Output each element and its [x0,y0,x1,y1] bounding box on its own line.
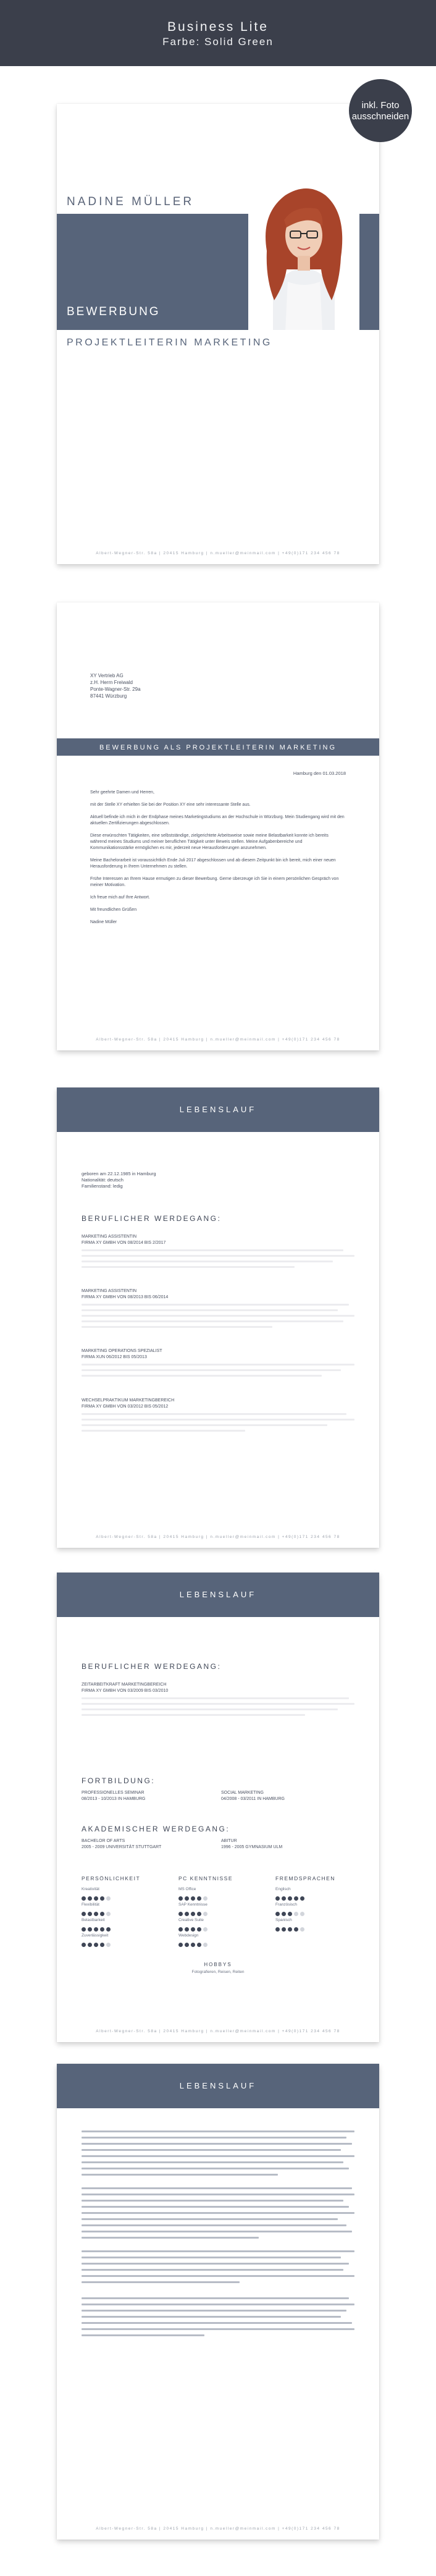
rating-dot-filled [197,1927,201,1932]
cover-letter-page [57,602,379,1050]
skill-heading: FREMDSPRACHEN [275,1875,335,1881]
rating-dot-filled [191,1927,195,1932]
applicant-name: NADINE MÜLLER [67,195,195,208]
job-description [82,1413,354,1432]
fortbildung-date: 08/2013 - 10/2013 IN HAMBURG [82,1797,146,1801]
skill-label: Zuverlässigkeit [82,1933,109,1938]
skill-label: Kreativität [82,1887,99,1891]
rating-dot-empty [106,1943,111,1947]
job-title: MARKETING ASSISTENTIN [82,1235,137,1239]
rating-dot-empty [203,1943,208,1947]
rating-dot-filled [294,1927,298,1932]
rating-dot-filled [100,1912,104,1916]
job-company: FIRMA XY GMBH VON 08/2013 BIS 06/2014 [82,1295,169,1299]
job-company: FIRMA XY GMBH VON 03/2012 BIS 05/2012 [82,1404,169,1409]
rating-dot-filled [82,1912,86,1916]
rating-dot-filled [100,1896,104,1901]
hobbies [57,1962,379,1974]
rating-dot-filled [178,1927,183,1932]
rating-dot-filled [178,1943,183,1947]
job-entry [82,1348,354,1380]
letter-body [90,790,346,932]
rating-dot-filled [300,1896,304,1901]
skill-rating [178,1893,265,1898]
skill-label: Französisch [275,1902,298,1907]
rating-dot-filled [191,1943,195,1947]
rating-dot-filled [94,1927,98,1932]
job-title: WECHSELPRAKTIKUM MARKETINGBEREICH [82,1398,175,1403]
address-line: z.H. Herrn Freiwald [90,680,133,685]
section-title: BERUFLICHER WERDEGANG: [82,1214,222,1223]
job-company: FIRMA XY GMBH VON 03/2009 BIS 03/2010 [82,1689,169,1693]
skill-row [178,1902,265,1917]
cv-header [57,2064,379,2108]
skill-row [82,1917,168,1933]
rating-dot-filled [185,1912,189,1916]
cv-header [57,1087,379,1132]
job-entry [82,1288,354,1332]
text-block [82,2187,354,2243]
rating-dot-filled [106,1927,111,1932]
cover-bewerbung: BEWERBUNG [67,305,161,318]
rating-dot-filled [178,1912,183,1916]
text-block [82,2297,354,2341]
skills-grid [82,1875,354,1949]
cv-header-title: LEBENSLAUF [179,2081,257,2090]
rating-dot-filled [185,1943,189,1947]
skill-row [82,1933,168,1948]
skill-row [275,1902,362,1917]
fortbildung-date: 04/2008 - 03/2011 IN HAMBURG [221,1797,285,1801]
job-title: MARKETING ASSISTENTIN [82,1289,137,1293]
letter-title: BEWERBUNG ALS PROJEKTLEITERIN MARKETING [99,744,337,751]
page-footer: Albert-Wegner-Str. 58a | 20415 Hamburg | n.mueller@meinmail.com | +49(0)171 234 456 78 [96,551,340,555]
skill-rating [178,1908,265,1914]
address-line: Ponte-Wagner-Str. 29a [90,686,141,692]
letter-paragraph: Mit freundlichen Grüßen [90,908,137,912]
fortbildung-name: SOCIAL MARKETING [221,1791,264,1795]
akademisch-entry [221,1838,282,1851]
rating-dot-filled [197,1912,201,1916]
skill-label: Englisch [275,1887,291,1891]
letter-paragraph: Frühe Interessen an Ihrem Hause ermutigen zu dieser Bewerbung. Gerne überzeuge ich Sie in einem persönlichen Gespräch von meiner Motivation. [90,877,339,887]
job-entry [82,1682,354,1720]
cv-header [57,1573,379,1617]
skill-rating [82,1908,168,1914]
skill-row [275,1917,362,1933]
degree-date: 1996 - 2005 GYMNASIUM ULM [221,1845,283,1849]
rating-dot-filled [197,1896,201,1901]
fortbildung-name: PROFESSIONELLES SEMINAR [82,1791,145,1795]
job-company: FIRMA XUN 06/2012 BIS 05/2013 [82,1355,147,1359]
letter-paragraph: Sehr geehrte Damen und Herren, [90,790,154,795]
letter-paragraph: mit der Stelle XY erhielten Sie bei der Position XY eine sehr interessante Stelle aus. [90,803,251,807]
skill-rating [275,1924,362,1929]
rating-dot-empty [203,1896,208,1901]
degree-date: 2005 - 2009 UNIVERSITÄT STUTTGART [82,1845,162,1849]
skill-column [178,1875,265,1948]
rating-dot-filled [82,1927,86,1932]
rating-dot-filled [294,1896,298,1901]
rating-dot-filled [191,1896,195,1901]
cv-page-3 [57,2064,379,2540]
degree-name: ABITUR [221,1839,237,1843]
address-line: XY Vertrieb AG [90,673,124,678]
cv-page-2 [57,1573,379,2042]
cv-header-title: LEBENSLAUF [179,1105,257,1114]
rating-dot-filled [88,1927,92,1932]
skill-rating [82,1924,168,1929]
skill-rating [178,1924,265,1929]
rating-dot-filled [82,1896,86,1901]
rating-dot-empty [294,1912,298,1916]
rating-dot-filled [94,1912,98,1916]
page-footer: Albert-Wegner-Str. 58a | 20415 Hamburg | n.mueller@meinmail.com | +49(0)171 234 456 78 [96,1037,340,1042]
letter-paragraph: Ich freue mich auf Ihre Antwort. [90,895,150,900]
skill-rating [275,1908,362,1914]
skill-label: Spanisch [275,1918,292,1922]
personal-line: geboren am 22.12.1985 in Hamburg [82,1171,156,1176]
badge-line-2: ausschneiden [351,111,409,122]
skill-heading: PERSÖNLICHKEIT [82,1875,141,1881]
skill-label: Creative Suite [178,1918,204,1922]
address-line: 87441 Würzburg [90,693,127,699]
rating-dot-filled [82,1943,86,1947]
skill-label: Webdesign [178,1933,199,1938]
applicant-photo [248,177,359,330]
rating-dot-filled [275,1912,280,1916]
job-title: MARKETING OPERATIONS SPEZIALIST [82,1349,162,1353]
rating-dot-filled [197,1943,201,1947]
text-block [82,2130,354,2180]
job-company: FIRMA XY GMBH VON 08/2014 BIS 2/2017 [82,1241,166,1245]
cover-page [57,104,379,564]
job-description [82,1364,354,1377]
rating-dot-filled [88,1943,92,1947]
product-title: Business Lite [167,20,269,34]
product-color: Farbe: Solid Green [162,36,274,48]
rating-dot-filled [185,1896,189,1901]
job-description [82,1304,354,1328]
cv-header-title: LEBENSLAUF [179,1590,257,1599]
skill-row [178,1933,265,1948]
rating-dot-filled [288,1896,292,1901]
skill-label: SAP Kenntnisse [178,1902,208,1907]
job-description [82,1697,354,1716]
rating-dot-filled [282,1896,286,1901]
degree-name: BACHELOR OF ARTS [82,1839,125,1843]
skill-row [178,1886,265,1902]
rating-dot-filled [94,1896,98,1901]
rating-dot-filled [100,1943,104,1947]
rating-dot-filled [275,1927,280,1932]
letter-paragraph: Nadine Müller [90,920,117,924]
rating-dot-filled [275,1896,280,1901]
rating-dot-filled [282,1927,286,1932]
rating-dot-filled [282,1912,286,1916]
skill-label: Flexibilität [82,1902,99,1907]
letter-paragraph: Aktuell befinde ich mich in der Endphase meines Marketingstudiums an der Hochschule in Würzburg. Mein Studiengang wird mit den aktuellen Zertifizierungen abgeschlossen. [90,815,345,826]
personal-line: Familienstand: ledig [82,1183,123,1189]
akademisch-title: AKADEMISCHER WERDEGANG: [82,1825,230,1833]
job-title: ZEITARBEITKRAFT MARKETINGBEREICH [82,1683,167,1687]
recipient-address [90,672,141,699]
fortbildung-entry [82,1790,146,1802]
skill-row [82,1886,168,1902]
rating-dot-filled [94,1943,98,1947]
product-banner [0,0,436,66]
rating-dot-empty [106,1896,111,1901]
rating-dot-empty [300,1927,304,1932]
cv-page-1 [57,1087,379,1548]
photo-cutout-badge [349,79,412,142]
skill-rating [275,1893,362,1898]
job-description [82,1249,354,1268]
rating-dot-filled [88,1912,92,1916]
badge-line-1: inkl. Foto [361,100,400,111]
cover-subtitle: PROJEKTLEITERIN MARKETING [67,337,272,348]
rating-dot-empty [203,1927,208,1932]
section-title: BERUFLICHER WERDEGANG: [82,1662,222,1671]
page-footer: Albert-Wegner-Str. 58a | 20415 Hamburg | n.mueller@meinmail.com | +49(0)171 234 456 78 [96,2527,340,2531]
job-entry [82,1398,354,1435]
page-footer: Albert-Wegner-Str. 58a | 20415 Hamburg | n.mueller@meinmail.com | +49(0)171 234 456 78 [96,2029,340,2033]
rating-dot-empty [106,1912,111,1916]
fortbildung-entry [221,1790,285,1802]
personal-data [82,1171,156,1189]
rating-dot-filled [88,1896,92,1901]
letter-date: Hamburg den 01.03.2018 [293,771,346,776]
text-block [82,2250,354,2287]
skill-rating [82,1939,168,1945]
skill-heading: PC KENNTNISSE [178,1875,233,1881]
skill-rating [178,1939,265,1945]
akademisch-entry [82,1838,161,1851]
rating-dot-filled [191,1912,195,1916]
rating-dot-filled [100,1927,104,1932]
rating-dot-filled [288,1912,292,1916]
rating-dot-empty [203,1912,208,1916]
letter-paragraph: Diese erwünschten Tätigkeiten, eine selbstständige, zielgerichtete Arbeitsweise sowie meine Belastbarkeit konnte ich bereits während meines Studiums und meiner beruflichen Tätigkeit unter Beweis stellen. Meine Aufgabenbereiche und Kommunikationsstärke ermöglichen es mir, jederzeit neue Herausforderungen anzunehmen. [90,834,329,850]
skill-rating [82,1893,168,1898]
job-entry [82,1234,354,1272]
skill-column [82,1875,168,1948]
rating-dot-filled [185,1927,189,1932]
skill-label: Belastbarkeit [82,1918,105,1922]
hobbies-title: HOBBYS [204,1962,232,1967]
hobbies-list: Fotografieren, Reisen, Reiten [191,1970,245,1974]
skill-row [275,1886,362,1902]
page-footer: Albert-Wegner-Str. 58a | 20415 Hamburg | n.mueller@meinmail.com | +49(0)171 234 456 78 [96,1535,340,1539]
rating-dot-empty [300,1912,304,1916]
skill-row [178,1917,265,1933]
fortbildung-title: FORTBILDUNG: [82,1776,156,1785]
rating-dot-filled [178,1896,183,1901]
skill-row [82,1902,168,1917]
skill-label: MS Office [178,1887,196,1891]
rating-dot-filled [288,1927,292,1932]
letter-title-bar [57,738,379,756]
personal-line: Nationalität: deutsch [82,1177,124,1183]
letter-paragraph: Meine Bachelorarbeit ist voraussichtlich Ende Juli 2017 abgeschlossen und ab diesem Zeitpunkt bin ich bereit, mich einer neuen Herausforderung in Ihrem Unternehmen zu stellen. [90,858,336,869]
skill-column [275,1875,362,1933]
